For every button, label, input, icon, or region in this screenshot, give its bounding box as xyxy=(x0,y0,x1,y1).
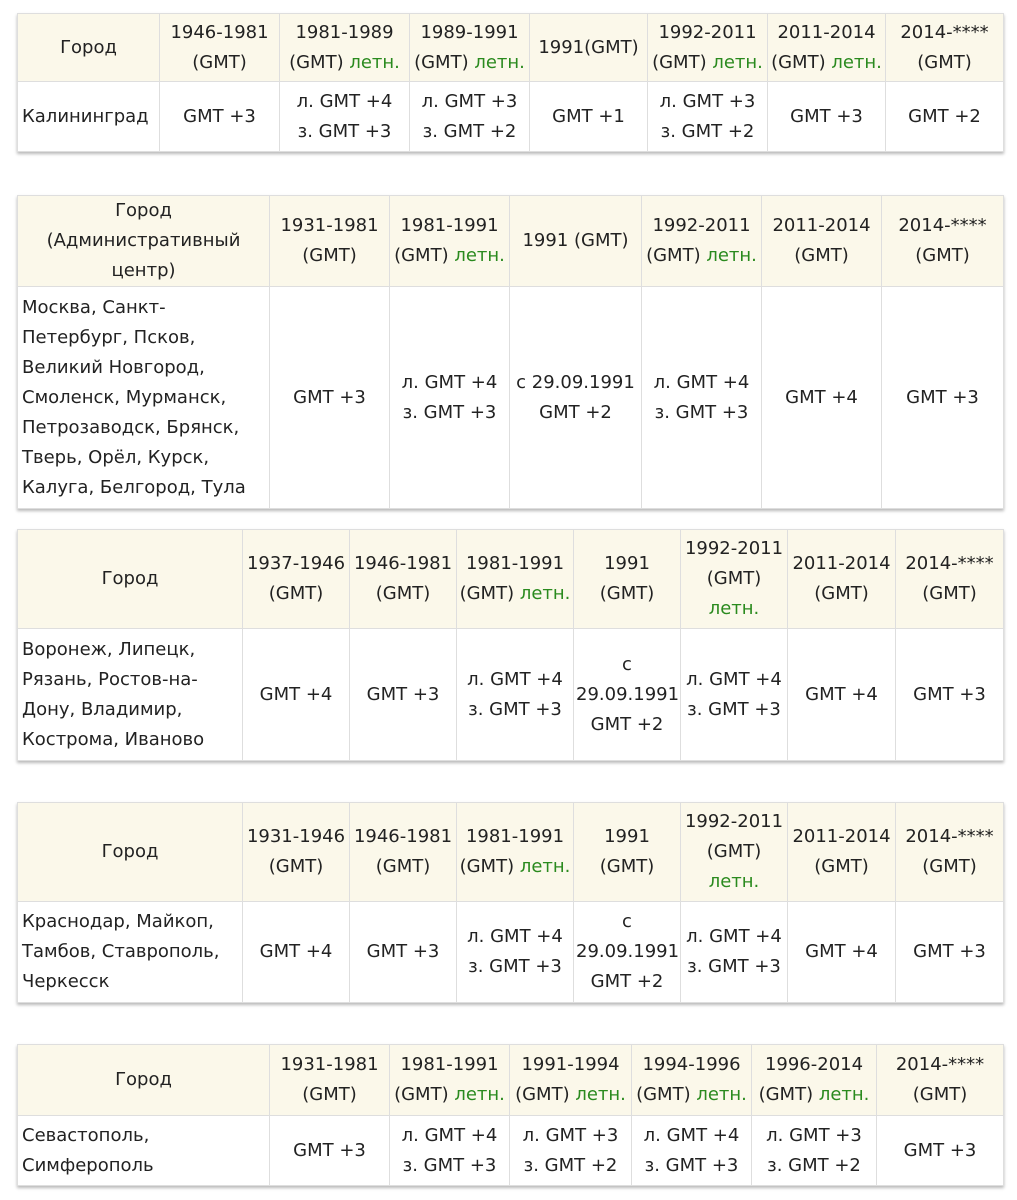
cell-line: (GMT) xyxy=(192,51,247,73)
table-header xyxy=(18,196,1004,287)
cell-line: 1991 (GMT) xyxy=(522,230,629,251)
cell-line: 1991 (GMT) xyxy=(599,826,655,877)
period-column-header xyxy=(574,803,681,902)
header-row xyxy=(18,1045,1004,1116)
offset-cell xyxy=(768,82,886,152)
cell-line: л. GMT +4 xyxy=(401,1124,498,1146)
offset-cell xyxy=(457,629,574,761)
cell-line xyxy=(392,241,507,271)
offset-cell xyxy=(681,902,788,1003)
city-cell xyxy=(18,1116,270,1186)
period-column-header xyxy=(877,1045,1004,1116)
period-column-header xyxy=(270,196,390,287)
gmt-label: (GMT) xyxy=(289,51,344,73)
cell-line: (GMT) xyxy=(302,1084,357,1105)
city-cell xyxy=(18,629,243,761)
cell-line xyxy=(683,594,785,624)
cell-line: GMT +4 xyxy=(805,683,878,705)
offset-cell xyxy=(788,902,896,1003)
summer-note: летн. xyxy=(575,1084,626,1105)
offset-cell xyxy=(574,902,681,1003)
period-column-header xyxy=(632,1045,752,1116)
cell-line: з. GMT +3 xyxy=(468,956,562,977)
summer-note: летн. xyxy=(519,856,571,877)
cell-line: Город (Административный xyxy=(46,200,241,251)
offset-cell xyxy=(243,902,350,1003)
cell-line: 29.09.1991 xyxy=(576,941,680,962)
cell-line: 2011-2014 xyxy=(792,553,891,574)
cell-line xyxy=(770,48,883,78)
cell-line: Город xyxy=(101,568,159,589)
period-column-header xyxy=(270,1045,390,1116)
period-column-header xyxy=(886,14,1004,82)
offset-cell xyxy=(510,287,642,509)
table-body xyxy=(18,287,1004,509)
cell-line: 1981-1991 xyxy=(400,215,499,236)
summer-note: летн. xyxy=(712,51,763,73)
summer-note: летн. xyxy=(519,583,571,604)
cell-line: 2014-**** xyxy=(905,553,994,574)
cell-line: (GMT) xyxy=(915,245,970,266)
timezone-table xyxy=(17,195,1004,509)
cell-line: Тамбов, Ставрополь, xyxy=(22,941,220,962)
cell-line: л. GMT +4 xyxy=(686,668,782,690)
cell-line: GMT +3 xyxy=(913,941,986,962)
cell-line: (GMT) xyxy=(922,856,977,877)
cell-line: GMT +4 xyxy=(259,941,333,962)
offset-cell xyxy=(390,1116,510,1186)
cell-line: 1991(GMT) xyxy=(538,36,639,58)
table-header xyxy=(18,14,1004,82)
offset-cell xyxy=(510,1116,632,1186)
offset-cell xyxy=(270,1116,390,1186)
header-row xyxy=(18,803,1004,902)
summer-note: летн. xyxy=(708,871,760,892)
period-column-header xyxy=(648,14,768,82)
city-column-header xyxy=(18,196,270,287)
cell-line: 1992-2011 xyxy=(684,811,784,832)
cell-line: Великий Новгород, xyxy=(22,356,205,378)
cell-line: 2014-**** xyxy=(895,1054,985,1075)
offset-cell xyxy=(530,82,648,152)
cell-line: GMT +3 xyxy=(913,683,986,705)
cell-line: (GMT) xyxy=(375,856,431,877)
offset-cell xyxy=(896,629,1004,761)
cell-line: з. GMT +2 xyxy=(523,1154,618,1176)
offset-cell xyxy=(762,287,882,509)
cell-line: с 29.09.1991 xyxy=(516,371,635,393)
gmt-label: (GMT) xyxy=(459,856,515,877)
gmt-label: (GMT) xyxy=(646,245,701,266)
cell-line: л. GMT +4 xyxy=(467,668,563,690)
city-column-header xyxy=(18,803,243,902)
cell-line: с xyxy=(622,911,632,932)
cell-line: 2011-2014 xyxy=(772,215,871,236)
table-body xyxy=(18,82,1004,152)
gmt-label: (GMT) xyxy=(414,51,469,73)
timezone-table xyxy=(17,13,1004,152)
period-column-header xyxy=(410,14,530,82)
summer-note: летн. xyxy=(474,51,525,73)
summer-note: летн. xyxy=(831,51,882,73)
cell-line: з. GMT +2 xyxy=(422,120,517,142)
city-column-header xyxy=(18,1045,270,1116)
gmt-label: (GMT) xyxy=(394,1084,449,1105)
cell-line: GMT +3 xyxy=(790,105,863,127)
summer-note: летн. xyxy=(818,1084,870,1105)
cell-line xyxy=(754,1080,874,1110)
cell-line: GMT +2 xyxy=(590,971,664,992)
offset-cell xyxy=(243,629,350,761)
period-column-header xyxy=(457,530,574,629)
cell-line: з. GMT +3 xyxy=(402,401,497,423)
offset-cell xyxy=(574,629,681,761)
summer-note: летн. xyxy=(454,1084,505,1105)
cell-line: Краснодар, Майкоп, xyxy=(22,911,214,932)
cell-line: GMT +3 xyxy=(906,386,979,408)
cell-line xyxy=(650,48,765,78)
cell-line: (GMT) xyxy=(912,1084,968,1105)
timezone-table xyxy=(17,1044,1004,1186)
period-column-header xyxy=(681,530,788,629)
cell-line: 1931-1981 xyxy=(280,1054,379,1075)
cell-line: 2011-2014 xyxy=(777,21,876,43)
cell-line: 1992-2011 xyxy=(652,215,751,236)
cell-line: з. GMT +3 xyxy=(654,401,749,423)
cell-line: (GMT) xyxy=(922,583,977,604)
cell-line: с xyxy=(622,653,632,675)
cell-line: 1981-1989 xyxy=(295,21,394,43)
period-column-header xyxy=(788,530,896,629)
cell-line: 1992-2011 xyxy=(684,538,784,559)
summer-note: летн. xyxy=(706,245,757,266)
period-column-header xyxy=(896,530,1004,629)
cell-line: GMT +3 xyxy=(366,941,440,962)
cell-line: Симферополь xyxy=(22,1154,154,1176)
period-column-header xyxy=(390,196,510,287)
cell-line: л. GMT +4 xyxy=(686,926,782,947)
period-column-header xyxy=(243,803,350,902)
cell-line: (GMT) xyxy=(917,51,972,73)
cell-line: GMT +2 xyxy=(539,401,612,423)
offset-cell xyxy=(390,287,510,509)
period-column-header xyxy=(510,196,642,287)
timezone-table xyxy=(17,529,1004,761)
cell-line: (GMT) xyxy=(794,245,849,266)
period-column-header xyxy=(350,530,457,629)
cell-line: Москва, Санкт- xyxy=(22,296,166,318)
cell-line: Смоленск, Мурманск, xyxy=(22,386,227,408)
cell-line xyxy=(392,1080,507,1110)
cell-line: (GMT) xyxy=(706,841,762,862)
cell-line: 29.09.1991 xyxy=(576,683,680,705)
cell-line xyxy=(412,48,527,78)
cell-line: з. GMT +2 xyxy=(660,120,755,142)
period-column-header xyxy=(574,530,681,629)
offset-cell xyxy=(788,629,896,761)
period-column-header xyxy=(752,1045,877,1116)
offset-cell xyxy=(896,902,1004,1003)
city-column-header xyxy=(18,14,160,82)
cell-line: 1946-1981 xyxy=(170,21,269,43)
cell-line: 1992-2011 xyxy=(658,21,757,43)
cell-line: Петербург, Псков, xyxy=(22,326,196,348)
offset-cell xyxy=(280,82,410,152)
cell-line: 2014-**** xyxy=(898,215,987,236)
cell-line: л. GMT +3 xyxy=(522,1124,619,1146)
offset-cell xyxy=(160,82,280,152)
cell-line: Город xyxy=(101,841,159,862)
cell-line: (GMT) xyxy=(302,245,357,266)
period-column-header xyxy=(762,196,882,287)
header-row xyxy=(18,196,1004,287)
summer-note: летн. xyxy=(454,245,505,266)
offset-cell xyxy=(642,287,762,509)
cell-line: (GMT) xyxy=(268,856,324,877)
period-column-header xyxy=(243,530,350,629)
cell-line: Калуга, Белгород, Тула xyxy=(22,476,246,498)
cell-line: 1996-2014 xyxy=(764,1054,864,1075)
cell-line xyxy=(512,1080,629,1110)
offset-cell xyxy=(410,82,530,152)
cell-line: 1991-1994 xyxy=(521,1054,620,1075)
table-header xyxy=(18,803,1004,902)
cell-line: 2014-**** xyxy=(900,21,989,43)
table-body xyxy=(18,1116,1004,1186)
cell-line: GMT +4 xyxy=(785,386,858,408)
offset-cell xyxy=(877,1116,1004,1186)
cell-line: 1931-1981 xyxy=(280,215,379,236)
cell-line: з. GMT +2 xyxy=(767,1154,861,1176)
offset-cell xyxy=(752,1116,877,1186)
period-column-header xyxy=(882,196,1004,287)
cell-line: GMT +4 xyxy=(259,683,333,705)
offset-cell xyxy=(632,1116,752,1186)
gmt-label: (GMT) xyxy=(652,51,707,73)
cell-line: 1946-1981 xyxy=(353,826,453,847)
cell-line: Город xyxy=(115,1069,172,1090)
cell-line: л. GMT +4 xyxy=(296,90,393,112)
header-row xyxy=(18,14,1004,82)
cell-line xyxy=(683,867,785,897)
city-cell xyxy=(18,902,243,1003)
offset-cell xyxy=(886,82,1004,152)
cell-line: GMT +3 xyxy=(293,386,366,408)
offset-cell xyxy=(648,82,768,152)
cell-line: з. GMT +3 xyxy=(687,698,781,720)
cell-line: Черкесск xyxy=(22,971,110,992)
gmt-label: (GMT) xyxy=(515,1084,570,1105)
cell-line: л. GMT +3 xyxy=(659,90,756,112)
cell-line: 2011-2014 xyxy=(792,826,891,847)
cell-line: Петрозаводск, Брянск, xyxy=(22,416,240,438)
cell-line: л. GMT +4 xyxy=(653,371,750,393)
cell-line: (GMT) xyxy=(814,583,869,604)
cell-line: Севастополь, xyxy=(22,1124,150,1146)
offset-cell xyxy=(350,902,457,1003)
cell-line xyxy=(634,1080,749,1110)
header-row xyxy=(18,530,1004,629)
cell-line: Воронеж, Липецк, xyxy=(22,638,196,660)
cell-line: 1989-1991 xyxy=(420,21,519,43)
table-header xyxy=(18,1045,1004,1116)
cell-line xyxy=(459,852,571,882)
cell-line: Калининград xyxy=(22,105,149,127)
cell-line: з. GMT +3 xyxy=(468,698,562,720)
cell-line: з. GMT +3 xyxy=(297,120,392,142)
cell-line: Дону, Владимир, xyxy=(22,698,183,720)
offset-cell xyxy=(350,629,457,761)
city-cell xyxy=(18,82,160,152)
table-header xyxy=(18,530,1004,629)
table-row xyxy=(18,1116,1004,1186)
cell-line: з. GMT +3 xyxy=(687,956,781,977)
cell-line: 1946-1981 xyxy=(353,553,453,574)
cell-line: л. GMT +3 xyxy=(421,90,518,112)
table-body xyxy=(18,902,1004,1003)
cell-line: GMT +2 xyxy=(908,105,981,127)
period-column-header xyxy=(642,196,762,287)
gmt-label: (GMT) xyxy=(758,1084,814,1105)
cell-line: Город xyxy=(60,36,117,58)
table-body xyxy=(18,629,1004,761)
cell-line: (GMT) xyxy=(706,568,762,589)
gmt-label: (GMT) xyxy=(771,51,826,73)
cell-line: GMT +3 xyxy=(366,683,440,705)
cell-line: л. GMT +4 xyxy=(467,926,563,947)
cell-line: (GMT) xyxy=(268,583,324,604)
period-column-header xyxy=(530,14,648,82)
period-column-header xyxy=(788,803,896,902)
period-column-header xyxy=(768,14,886,82)
cell-line: 1981-1991 xyxy=(465,553,565,574)
summer-note: летн. xyxy=(696,1084,747,1105)
cell-line: з. GMT +3 xyxy=(402,1154,497,1176)
offset-cell xyxy=(457,902,574,1003)
gmt-label: (GMT) xyxy=(636,1084,691,1105)
cell-line: 1931-1946 xyxy=(246,826,346,847)
gmt-label: (GMT) xyxy=(394,245,449,266)
period-column-header xyxy=(681,803,788,902)
cell-line: 1937-1946 xyxy=(246,553,346,574)
cell-line: з. GMT +3 xyxy=(644,1154,739,1176)
cell-line xyxy=(282,48,407,78)
city-column-header xyxy=(18,530,243,629)
table-row xyxy=(18,902,1004,1003)
cell-line: GMT +3 xyxy=(183,105,256,127)
cell-line: GMT +4 xyxy=(805,941,878,962)
cell-line: 2014-**** xyxy=(905,826,994,847)
cell-line: л. GMT +3 xyxy=(766,1124,862,1146)
cell-line: 1981-1991 xyxy=(465,826,565,847)
city-cell xyxy=(18,287,270,509)
table-row xyxy=(18,82,1004,152)
cell-line: 1981-1991 xyxy=(400,1054,499,1075)
cell-line: (GMT) xyxy=(814,856,869,877)
cell-line: Кострома, Иваново xyxy=(22,728,205,750)
offset-cell xyxy=(681,629,788,761)
cell-line: (GMT) xyxy=(375,583,431,604)
cell-line xyxy=(459,579,571,609)
cell-line: л. GMT +4 xyxy=(401,371,498,393)
summer-note: летн. xyxy=(708,598,760,619)
offset-cell xyxy=(270,287,390,509)
cell-line: GMT +1 xyxy=(552,105,625,127)
period-column-header xyxy=(350,803,457,902)
summer-note: летн. xyxy=(349,51,400,73)
gmt-label: (GMT) xyxy=(459,583,515,604)
cell-line: Тверь, Орёл, Курск, xyxy=(22,446,210,468)
period-column-header xyxy=(160,14,280,82)
table-row xyxy=(18,287,1004,509)
cell-line: 1991 (GMT) xyxy=(599,553,655,604)
period-column-header xyxy=(390,1045,510,1116)
cell-line: Рязань, Ростов-на- xyxy=(22,668,198,690)
offset-cell xyxy=(882,287,1004,509)
period-column-header xyxy=(510,1045,632,1116)
period-column-header xyxy=(280,14,410,82)
period-column-header xyxy=(896,803,1004,902)
cell-line: центр) xyxy=(111,260,176,281)
cell-line: GMT +2 xyxy=(590,713,664,735)
table-row xyxy=(18,629,1004,761)
cell-line: 1994-1996 xyxy=(642,1054,741,1075)
cell-line: GMT +3 xyxy=(903,1139,977,1161)
cell-line xyxy=(644,241,759,271)
cell-line: GMT +3 xyxy=(293,1139,366,1161)
timezone-table xyxy=(17,802,1004,1003)
period-column-header xyxy=(457,803,574,902)
cell-line: л. GMT +4 xyxy=(643,1124,740,1146)
